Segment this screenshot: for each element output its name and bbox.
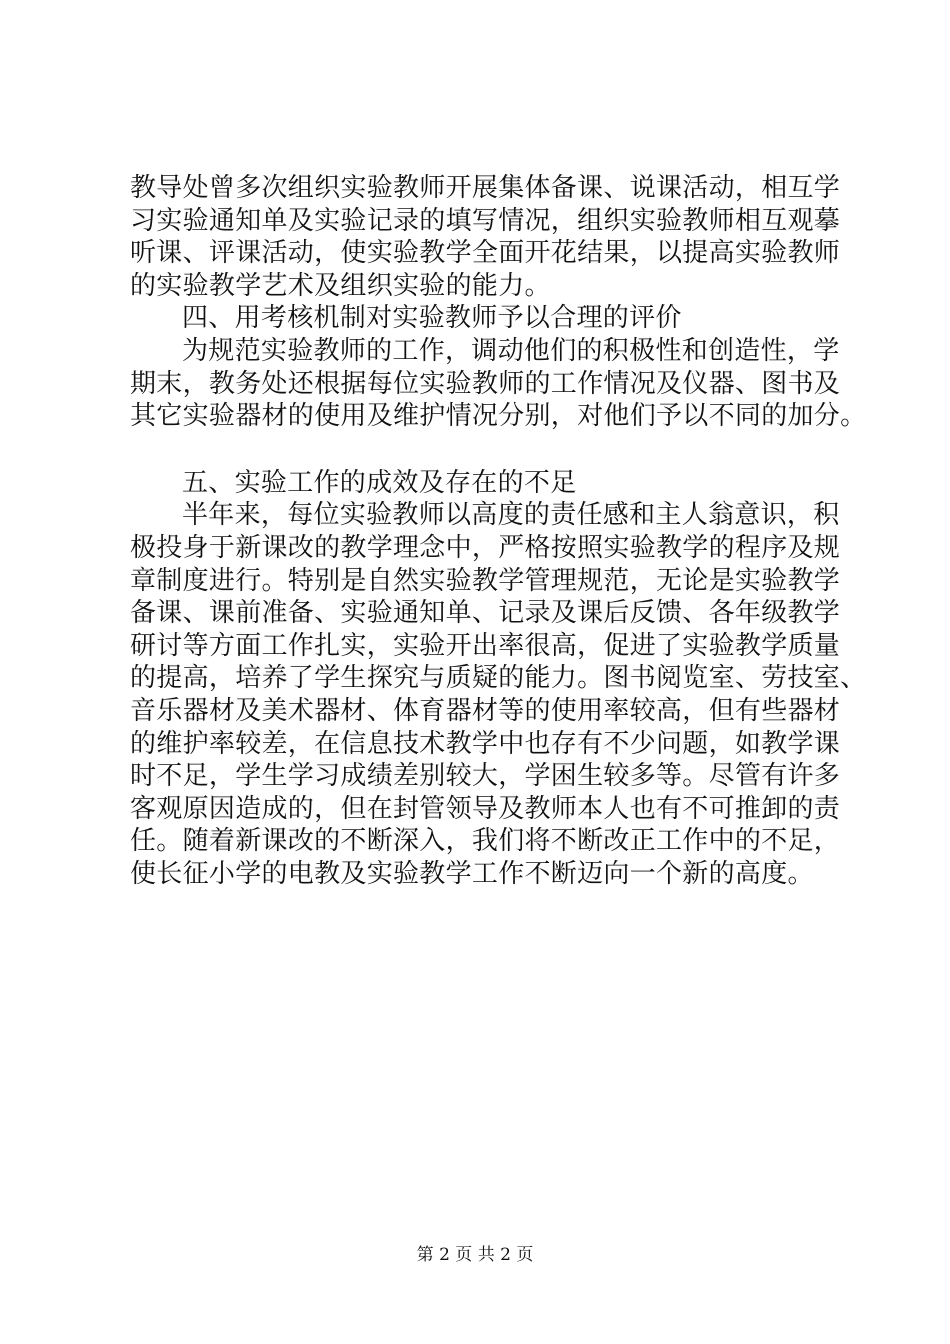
section-heading-5: 五、实验工作的成效及存在的不足 <box>182 467 577 498</box>
text-line: 使长征小学的电教及实验教学工作不断迈向一个新的高度。 <box>130 858 814 889</box>
document-body <box>130 172 867 890</box>
text-line: 章制度进行。特别是自然实验教学管理规范，无论是实验教学 <box>130 565 841 596</box>
paragraph-collaboration <box>130 172 841 302</box>
text-line: 客观原因造成的，但在封管领导及教师本人也有不可推卸的责 <box>130 793 841 824</box>
text-line: 备课、课前准备、实验通知单、记录及课后反馈、各年级教学 <box>130 598 841 629</box>
text-line: 的实验教学艺术及组织实验的能力。 <box>130 270 551 301</box>
text-line: 研讨等方面工作扎实，实验开出率很高，促进了实验教学质量 <box>130 630 841 661</box>
text-line: 的提高，培养了学生探究与质疑的能力。图书阅览室、劳技室、 <box>130 663 867 694</box>
text-line: 任。随着新课改的不断深入，我们将不断改正工作中的不足， <box>130 826 841 857</box>
text-line: 听课、评课活动，使实验教学全面开花结果，以提高实验教师 <box>130 238 841 269</box>
text-line: 期末，教务处还根据每位实验教师的工作情况及仪器、图书及 <box>130 368 841 399</box>
text-line: 音乐器材及美术器材、体育器材等的使用率较高，但有些器材 <box>130 695 841 726</box>
paragraph-results <box>130 499 867 890</box>
paragraph-evaluation <box>130 335 867 433</box>
text-line: 时不足，学生学习成绩差别较大，学困生较多等。尽管有许多 <box>130 761 841 792</box>
text-line: 极投身于新课改的教学理念中，严格按照实验教学的程序及规 <box>130 532 841 563</box>
blank-line <box>130 433 830 467</box>
section-heading-4: 四、用考核机制对实验教师予以合理的评价 <box>182 303 682 334</box>
text-line: 其它实验器材的使用及维护情况分别，对他们予以不同的加分。 <box>130 401 867 432</box>
text-line: 的维护率较差，在信息技术教学中也存有不少问题，如教学课 <box>130 728 841 759</box>
page-number-footer: 第 2 页 共 2 页 <box>416 1245 534 1265</box>
text-line: 习实验通知单及实验记录的填写情况，组织实验教师相互观摹 <box>130 205 841 236</box>
text-line: 为规范实验教师的工作，调动他们的积极性和创造性，学 <box>182 335 840 366</box>
text-line: 半年来，每位实验教师以高度的责任感和主人翁意识，积 <box>182 500 840 531</box>
text-line: 教导处曾多次组织实验教师开展集体备课、说课活动，相互学 <box>130 173 841 203</box>
